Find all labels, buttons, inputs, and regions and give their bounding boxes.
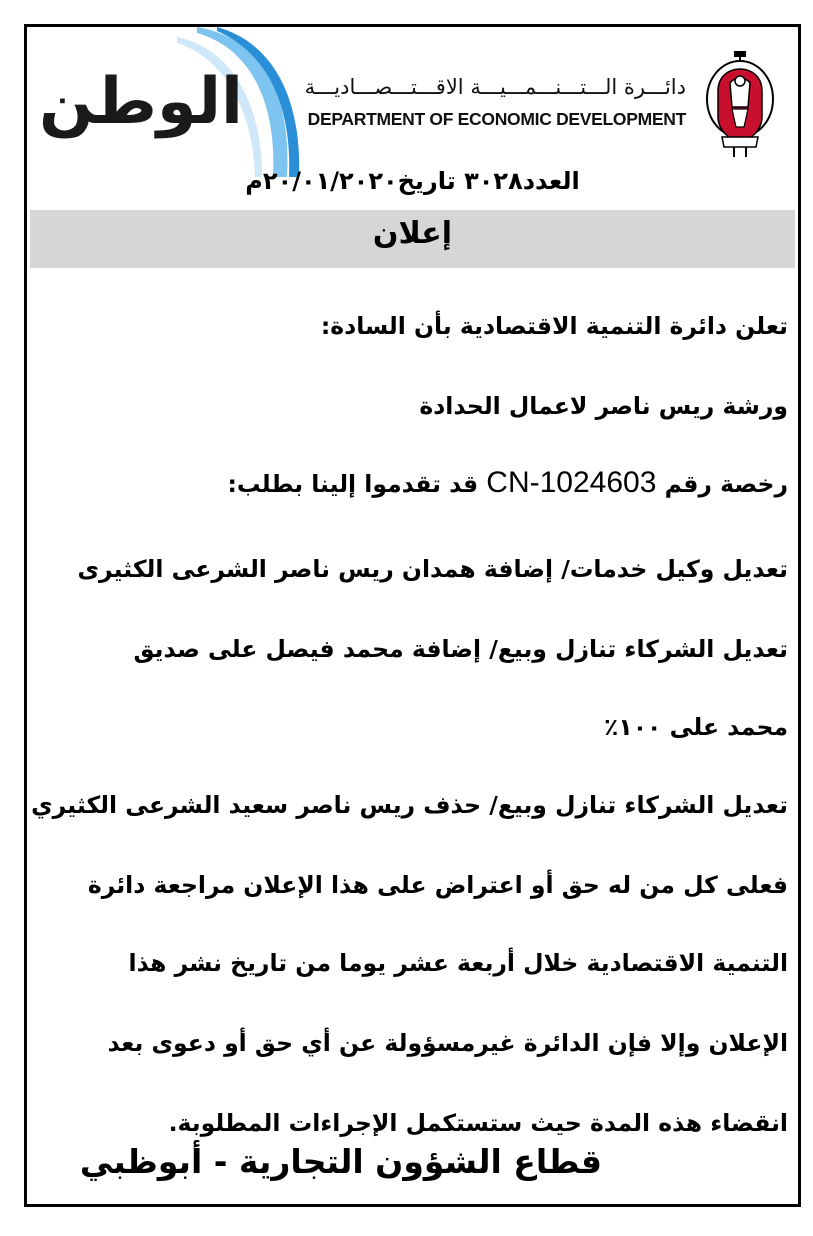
announcement-frame (24, 24, 801, 1207)
body-line: ورشة ريس ناصر لاعمال الحدادة (419, 392, 788, 420)
license-line (227, 466, 788, 500)
license-prefix: رخصة رقم (664, 470, 788, 498)
header (27, 27, 798, 195)
department-name-arabic: دائـــرة الـــتـــنـــمـــيـــة الاقـــتـــصـــاديـــة (304, 75, 686, 99)
signoff: قطاع الشؤون التجارية - أبوظبي (79, 1142, 602, 1181)
body-line: محمد على ١٠٠٪ (604, 713, 788, 741)
alwatan-logo: الوطن (39, 65, 243, 139)
license-suffix: قد تقدموا إلينا بطلب: (227, 470, 479, 498)
body-line: تعديل وكيل خدمات/ إضافة همدان ريس ناصر الشرعى الكثيرى (77, 555, 788, 583)
license-number: CN-1024603 (486, 466, 657, 499)
department-name-english: DEPARTMENT OF ECONOMIC DEVELOPMENT (307, 109, 686, 129)
body-line: الإعلان وإلا فإن الدائرة غيرمسؤولة عن أي حق أو دعوى بعد (107, 1029, 788, 1057)
announcement-title: إعلان (372, 216, 453, 251)
issue-number-date: العدد٣٠٢٨ تاريخ٢٠/٠١/٢٠٢٠م (245, 167, 580, 195)
abu-dhabi-falcon-emblem-icon (704, 47, 776, 159)
body-line: تعلن دائرة التنمية الاقتصادية بأن السادة: (320, 312, 788, 340)
body-line: تعديل الشركاء تنازل وبيع/ إضافة محمد فيصل على صديق (133, 635, 788, 663)
body-line: تعديل الشركاء تنازل وبيع/ حذف ريس ناصر سعيد الشرعى الكثيري (31, 791, 788, 819)
title-banner (30, 210, 795, 268)
body-line: فعلى كل من له حق أو اعتراض على هذا الإعلان مراجعة دائرة (87, 871, 788, 899)
body-line: التنمية الاقتصادية خلال أربعة عشر يوما من تاريخ نشر هذا (128, 949, 788, 977)
body-line: انقضاء هذه المدة حيث ستستكمل الإجراءات المطلوبة. (168, 1109, 788, 1137)
